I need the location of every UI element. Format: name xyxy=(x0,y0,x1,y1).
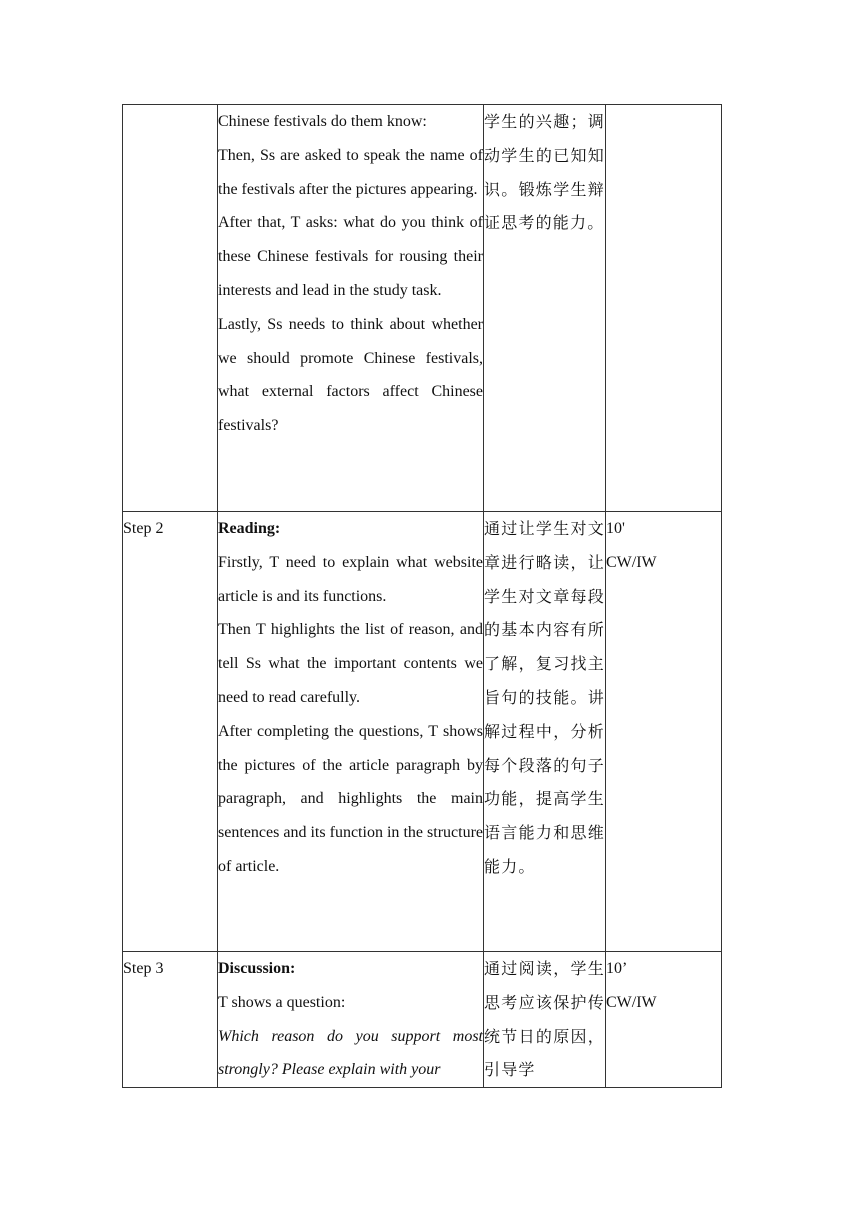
purpose-text: 通过阅读，学生思考应该保护传统节日的原因，引导学 xyxy=(484,959,605,1080)
mode-value: CW/IW xyxy=(606,553,657,571)
time-value: 10' xyxy=(606,520,625,537)
step-cell xyxy=(123,512,218,952)
purpose-text: 学生的兴趣；调动学生的已知知识。锻炼学生辩证思考的能力。 xyxy=(484,112,605,233)
activity-cell xyxy=(218,952,484,1088)
step-label: Step 2 xyxy=(123,520,164,537)
lesson-plan-table xyxy=(122,104,722,1088)
activity-paragraph: After that, T asks: what do you think of these Chinese festivals for rousing their interests and lead in the study task. xyxy=(218,214,483,299)
activity-paragraph: Then, Ss are asked to speak the name of the festivals after the pictures appearing. xyxy=(218,146,483,198)
activity-heading: Reading: xyxy=(218,520,281,537)
purpose-cell xyxy=(484,952,606,1088)
activity-paragraph: After completing the questions, T shows the pictures of the article paragraph by paragraph, and highlights the main sentences and its function in the structure of article. xyxy=(218,722,483,875)
step-cell xyxy=(123,105,218,512)
table-row xyxy=(123,952,722,1088)
activity-paragraph: Chinese festivals do them know: xyxy=(218,113,427,130)
discussion-question: Which reason do you support most strongly? Please explain with your xyxy=(218,1027,483,1079)
step-label: Step 3 xyxy=(123,960,164,977)
purpose-cell xyxy=(484,512,606,952)
purpose-cell xyxy=(484,105,606,512)
activity-paragraph: Then T highlights the list of reason, and tell Ss what the important contents we need to read carefully. xyxy=(218,621,483,706)
time-value: 10’ xyxy=(606,960,628,977)
activity-paragraph: Lastly, Ss needs to think about whether we should promote Chinese festivals, what external factors affect Chinese festivals? xyxy=(218,315,483,435)
activity-heading: Discussion: xyxy=(218,960,296,977)
mode-value: CW/IW xyxy=(606,993,657,1011)
activity-paragraph: Firstly, T need to explain what website article is and its functions. xyxy=(218,553,483,605)
purpose-text: 通过让学生对文章进行略读，让学生对文章每段的基本内容有所了解，复习找主旨句的技能。讲解过程中，分析每个段落的句子功能，提高学生语言能力和思维能力。 xyxy=(484,519,605,876)
time-cell xyxy=(606,952,722,1088)
activity-cell xyxy=(218,105,484,512)
time-cell xyxy=(606,512,722,952)
table-row xyxy=(123,105,722,512)
step-cell xyxy=(123,952,218,1088)
activity-paragraph: T shows a question: xyxy=(218,993,346,1011)
time-cell xyxy=(606,105,722,512)
activity-cell xyxy=(218,512,484,952)
table-row xyxy=(123,512,722,952)
